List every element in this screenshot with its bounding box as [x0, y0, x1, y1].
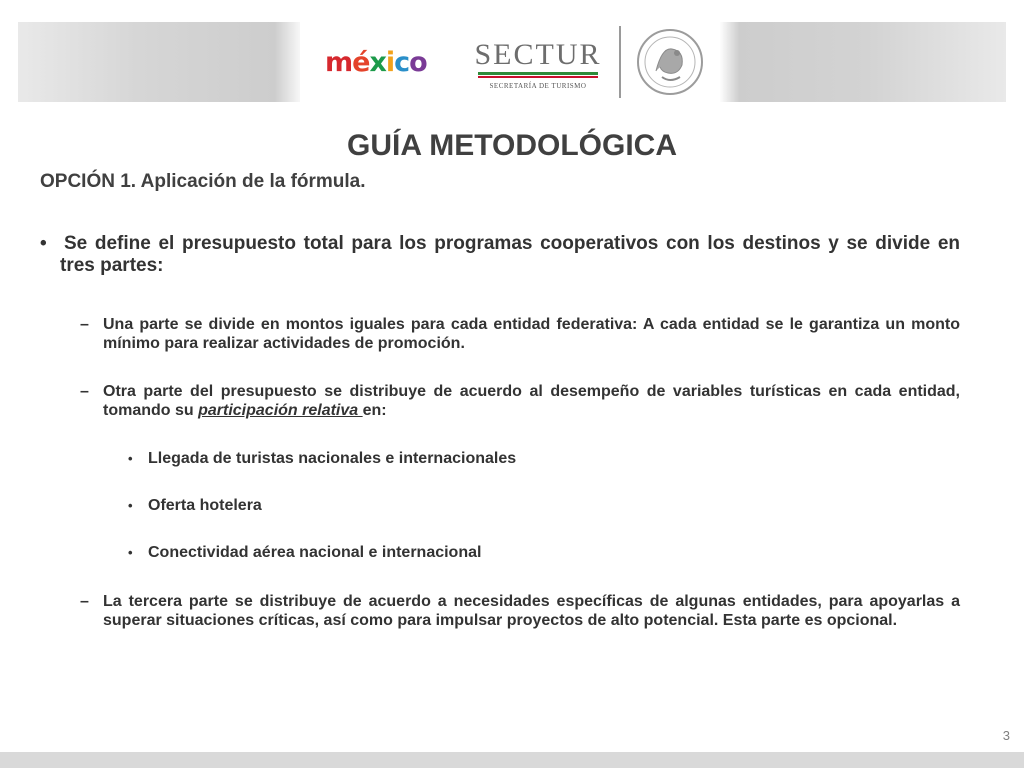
bullet-marker: •: [40, 233, 47, 254]
bullet-marker: •: [128, 451, 133, 466]
bullet-text: Se define el presupuesto total para los programas cooperativos con los destinos y se divide en tres partes:: [60, 233, 960, 276]
page-title: GUÍA METODOLÓGICA: [347, 129, 677, 162]
dash-marker: –: [80, 383, 89, 400]
list-item: [80, 382, 960, 420]
variable-text: Llegada de turistas nacionales e internacionales: [148, 450, 517, 467]
sectur-logo-text: SECTUR: [474, 38, 602, 71]
header-divider: [619, 26, 621, 98]
sub-item-text: [80, 382, 960, 420]
sectur-red-line: [478, 76, 598, 78]
sectur-subtitle: SECRETARÍA DE TURISMO: [489, 82, 587, 90]
page-number: 3: [1002, 728, 1010, 743]
mexico-logo: [325, 47, 427, 78]
dash-marker: –: [80, 316, 89, 333]
sectur-logo: [472, 40, 604, 90]
dash-marker: –: [80, 593, 89, 610]
sub-item-text-before: Otra parte del presupuesto se distribuye de acuerdo al desempeño de variables turísticas en cada entidad, tomando su: [103, 383, 960, 419]
emphasis-text: participación relativa: [198, 402, 363, 419]
list-item: [80, 315, 960, 353]
sub-item-text-after: en:: [362, 402, 387, 419]
list-item: [128, 449, 948, 468]
sectur-green-line: [478, 72, 598, 75]
bullet-marker: •: [128, 498, 133, 513]
national-seal-icon: [632, 27, 708, 97]
variable-text: Conectividad aérea nacional e internacional: [148, 544, 482, 561]
variable-text: Oferta hotelera: [148, 497, 262, 514]
list-item: [80, 592, 960, 630]
mexico-logo-text: méxico: [325, 47, 427, 78]
list-item: [40, 233, 960, 277]
list-item: [128, 496, 948, 515]
list-item: [128, 543, 948, 562]
bullet-marker: •: [128, 545, 133, 560]
option-subtitle: OPCIÓN 1. Aplicación de la fórmula.: [40, 171, 366, 192]
sub-item-text: La tercera parte se distribuye de acuerdo a necesidades específicas de algunas entidades, para apoyarlas a superar situaciones críticas, así como para impulsar proyectos de alto potencial. Esta parte es opcional.: [103, 593, 960, 629]
footer-bar: [0, 752, 1024, 768]
sub-item-text: Una parte se divide en montos iguales para cada entidad federativa: A cada entidad se le garantiza un monto mínimo para realizar actividades de promoción.: [103, 316, 960, 352]
